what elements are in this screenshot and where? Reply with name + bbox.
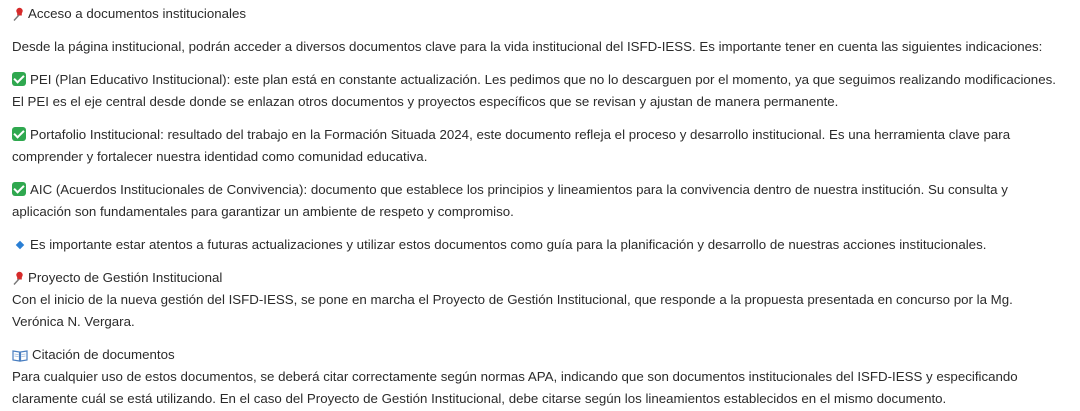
heading-proyecto xyxy=(12,267,1068,289)
list-item-pei-text: PEI (Plan Educativo Institucional): este plan está en constante actualización. Les pedimos que no lo descarguen por el momento, ya que seguimos realizando modificaciones. El PEI es el eje central desde donde se enlazan otros documentos y proyectos específicos que se revisan y ajustan de manera permanente. xyxy=(12,72,1056,109)
list-item-aic-text: AIC (Acuerdos Institucionales de Convivencia): documento que establece los principios y lineamientos para la convivencia dentro de nuestra institución. Su consulta y aplicación son fundamentales para garantizar un ambiente de respeto y compromiso. xyxy=(12,182,1008,219)
citation-paragraph: Para cualquier uso de estos documentos, se deberá citar correctamente según normas APA, indicando que son documentos institucionales del ISFD-IESS y especificando claramente cuál se está utilizando. En el caso del Proyecto de Gestión Institucional, debe citarse según los lineamientos establecidos en el mismo documento. xyxy=(12,369,1018,406)
list-item-aic xyxy=(12,179,1068,223)
note-text: Es importante estar atentos a futuras actualizaciones y utilizar estos documentos como guía para la planificación y desarrollo de nuestras acciones institucionales. xyxy=(30,237,987,252)
intro-paragraph: Desde la página institucional, podrán acceder a diversos documentos clave para la vida institucional del ISFD-IESS. Es importante tener en cuenta las siguientes indicaciones: xyxy=(12,39,1043,54)
heading-acceso xyxy=(12,3,1068,25)
pushpin-icon xyxy=(12,7,25,21)
blue-diamond-icon xyxy=(16,241,24,249)
heading-proyecto-text: Proyecto de Gestión Institucional xyxy=(28,270,223,285)
check-mark-icon xyxy=(12,72,26,86)
list-item-portafolio-text: Portafolio Institucional: resultado del trabajo en la Formación Situada 2024, este documento refleja el proceso y desarrollo institucional. Es una herramienta clave para comprender y fortalecer nuestra identidad como comunidad educativa. xyxy=(12,127,1011,164)
list-item-portafolio xyxy=(12,124,1068,168)
heading-acceso-text: Acceso a documentos institucionales xyxy=(28,6,247,21)
open-book-icon xyxy=(12,349,28,362)
list-item-pei xyxy=(12,69,1068,113)
project-paragraph: Con el inicio de la nueva gestión del ISFD-IESS, se pone en marcha el Proyecto de Gestión Institucional, que responde a la propuesta presentada en concurso por la Mg. Verónica N. Vergara. xyxy=(12,292,1013,329)
check-mark-icon xyxy=(12,127,26,141)
note-paragraph xyxy=(12,234,1068,256)
pushpin-icon xyxy=(12,271,25,285)
heading-citacion xyxy=(12,344,1068,366)
heading-citacion-text: Citación de documentos xyxy=(32,347,175,362)
check-mark-icon xyxy=(12,182,26,196)
